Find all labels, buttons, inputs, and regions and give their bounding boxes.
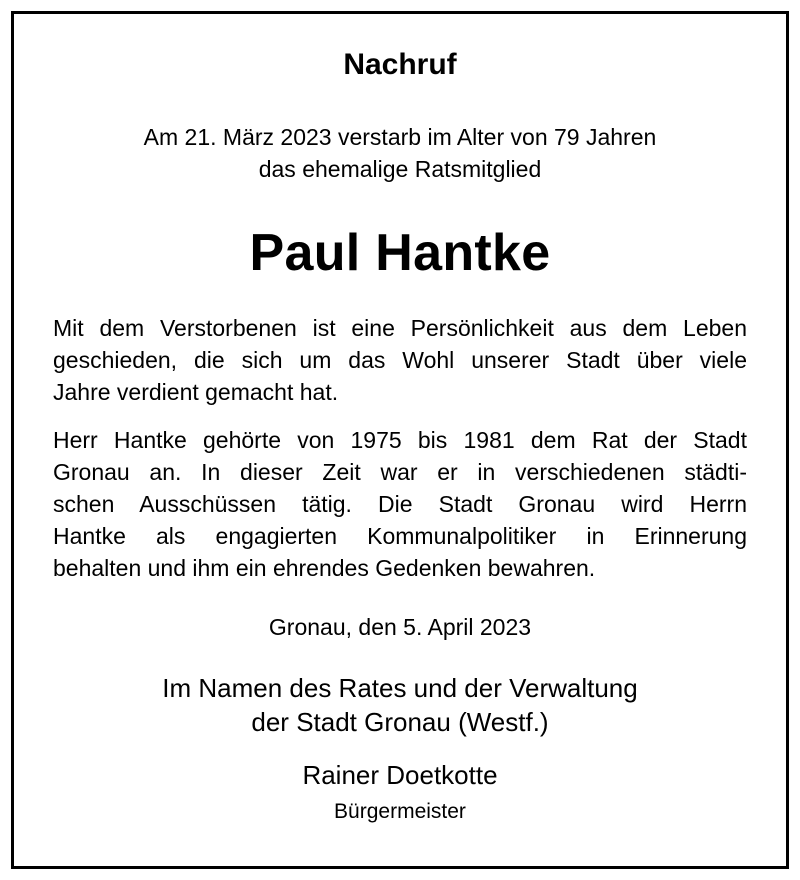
tribute-paragraph-2 bbox=[53, 424, 747, 584]
paragraph-line: Mit dem Verstorbenen ist eine Persönlichkeit aus dem Leben bbox=[53, 315, 747, 341]
signoff-line: der Stadt Gronau (Westf.) bbox=[251, 707, 549, 737]
intro-line: das ehemalige Ratsmitglied bbox=[258, 156, 542, 182]
paragraph-line: Herr Hantke gehörte von 1975 bis 1981 dem Rat der Stadt bbox=[53, 427, 747, 453]
paragraph-line: Gronau an. In dieser Zeit war er in verschiedenen städti- bbox=[53, 459, 747, 485]
intro-line: Am 21. März 2023 verstarb im Alter von 79 Jahren bbox=[143, 124, 657, 150]
signer-title: Bürgermeister bbox=[334, 800, 466, 823]
deceased-name: Paul Hantke bbox=[249, 224, 551, 282]
paragraph-line: schen Ausschüssen tätig. Die Stadt Gronau wird Herrn bbox=[53, 491, 747, 517]
signoff bbox=[0, 671, 800, 739]
intro-text bbox=[0, 121, 800, 185]
paragraph-line: Jahre verdient gemacht hat. bbox=[53, 379, 339, 405]
paragraph-line: geschieden, die sich um das Wohl unserer Stadt über viele bbox=[53, 347, 747, 373]
signer-name: Rainer Doetkotte bbox=[302, 760, 498, 790]
tribute-paragraph-1 bbox=[53, 312, 747, 408]
signoff-line: Im Namen des Rates und der Verwaltung bbox=[162, 673, 638, 703]
place-date: Gronau, den 5. April 2023 bbox=[268, 614, 532, 640]
paragraph-line: behalten und ihm ein ehrendes Gedenken bewahren. bbox=[53, 555, 596, 581]
obituary-heading: Nachruf bbox=[343, 48, 457, 81]
paragraph-line: Hantke als engagierten Kommunalpolitiker in Erinnerung bbox=[53, 523, 747, 549]
